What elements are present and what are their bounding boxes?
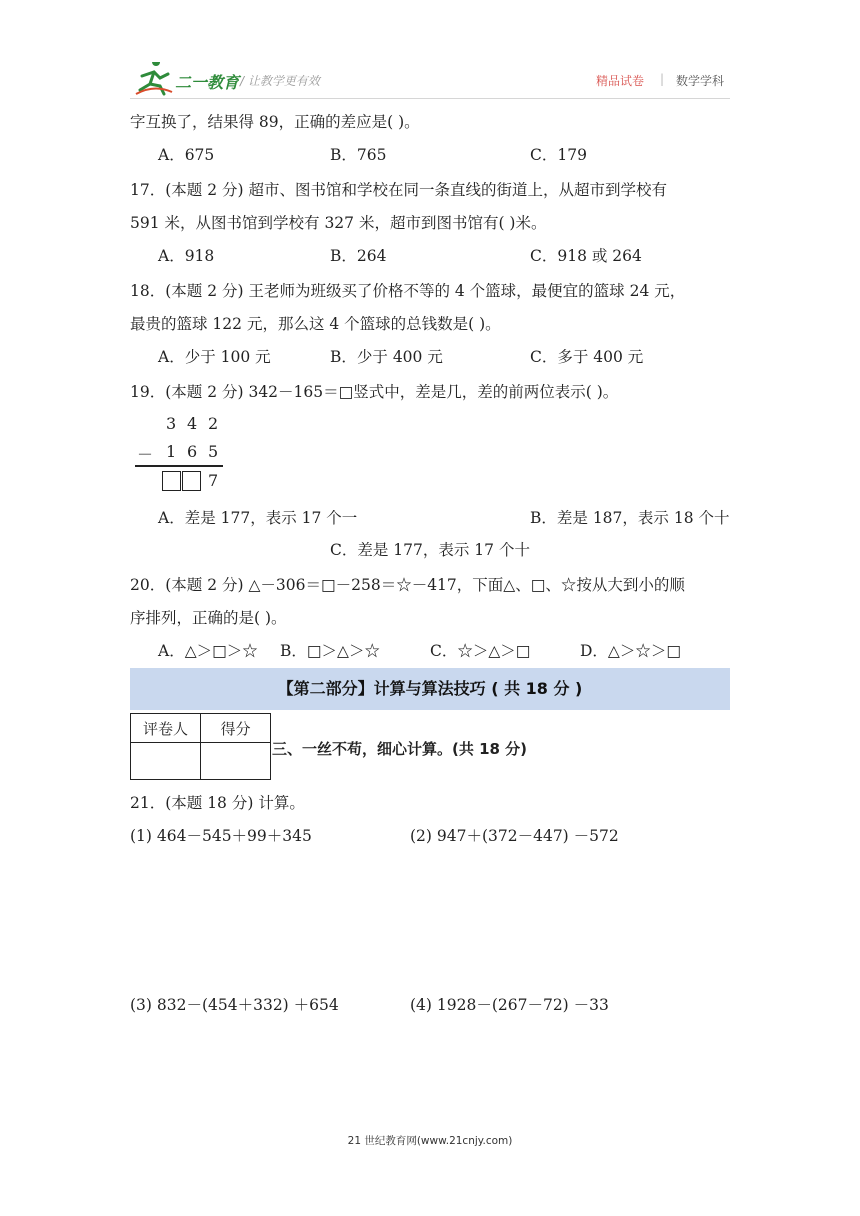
q19-option-a: A．差是 177，表示 17 个一 xyxy=(158,509,358,527)
q20-option-a: A．△＞□＞☆ xyxy=(158,642,258,660)
q18-option-a: A．少于 100 元 xyxy=(158,348,271,366)
q17-option-b: B．264 xyxy=(330,247,387,265)
logo-text: 二一教育 xyxy=(175,73,240,92)
header-separator: | xyxy=(660,72,665,86)
vertical-digit: 6 xyxy=(187,442,198,461)
grader-label: 评卷人 xyxy=(131,714,201,743)
q20-line2: 序排列，正确的是( )。 xyxy=(130,609,287,627)
vertical-digit: 3 xyxy=(166,414,177,433)
q18-option-b: B．少于 400 元 xyxy=(330,348,443,366)
vertical-digit: 7 xyxy=(208,471,219,490)
vertical-digit: 5 xyxy=(208,442,219,461)
q21-title: 21．(本题 18 分) 计算。 xyxy=(130,794,305,812)
score-table xyxy=(130,713,271,780)
q18-line2: 最贵的篮球 122 元，那么这 4 个篮球的总钱数是( )。 xyxy=(130,315,501,333)
score-label: 得分 xyxy=(201,714,271,743)
part2-title: 【第二部分】计算与算法技巧 ( 共 18 分 ) xyxy=(277,679,583,698)
q19-option-b: B．差是 187，表示 18 个十 xyxy=(530,509,730,527)
header-tag-quality: 精品试卷 xyxy=(596,74,645,88)
logo-runner-icon xyxy=(134,62,174,96)
header-tag-subject: 数学学科 xyxy=(676,74,725,88)
vertical-digit: 1 xyxy=(166,442,177,461)
q21-item-4: (4) 1928－(267－72) －33 xyxy=(410,996,609,1014)
q17-line2: 591 米，从图书馆到学校有 327 米，超市到图书馆有( )米。 xyxy=(130,214,547,232)
q17-option-a: A．918 xyxy=(158,247,215,265)
part2-banner xyxy=(130,668,730,710)
q19-option-c: C．差是 177，表示 17 个十 xyxy=(330,541,530,559)
q21-item-1: (1) 464－545＋99＋345 xyxy=(130,827,312,845)
minus-sign: － xyxy=(137,445,154,464)
q16-text: 字互换了，结果得 89，正确的差应是( )。 xyxy=(130,113,420,131)
score-cell[interactable] xyxy=(201,743,271,780)
q16-option-c: C．179 xyxy=(530,146,587,164)
vertical-digit: 2 xyxy=(208,414,219,433)
q17-option-c: C．918 或 264 xyxy=(530,247,642,265)
q19-line1: 19．(本题 2 分) 342－165＝□竖式中，差是几，差的前两位表示( )。 xyxy=(130,383,619,401)
page-footer: 21 世纪教育网(www.21cnjy.com) xyxy=(347,1135,513,1147)
answer-box xyxy=(162,471,181,491)
q21-item-3: (3) 832－(454＋332) ＋654 xyxy=(130,996,339,1014)
vertical-rule xyxy=(135,465,223,467)
q20-line1: 20．(本题 2 分) △－306＝□－258＝☆－417，下面△、□、☆按从大到小的顺 xyxy=(130,576,685,594)
header-divider xyxy=(130,98,730,99)
q20-option-b: B．□＞△＞☆ xyxy=(280,642,380,660)
answer-box xyxy=(182,471,201,491)
q16-option-b: B．765 xyxy=(330,146,387,164)
q20-option-d: D．△＞☆＞□ xyxy=(580,642,681,660)
section3-heading: 三、一丝不苟，细心计算。(共 18 分) xyxy=(272,740,528,758)
q18-line1: 18．(本题 2 分) 王老师为班级买了价格不等的 4 个篮球，最便宜的篮球 24 元， xyxy=(130,282,686,300)
q17-line1: 17．(本题 2 分) 超市、图书馆和学校在同一条直线的街道上，从超市到学校有 xyxy=(130,181,667,199)
q20-option-c: C．☆＞△＞□ xyxy=(430,642,531,660)
vertical-digit: 4 xyxy=(187,414,198,433)
grader-cell[interactable] xyxy=(131,743,201,780)
q16-option-a: A．675 xyxy=(158,146,215,164)
q21-item-2: (2) 947＋(372－447) －572 xyxy=(410,827,619,845)
slogan: / 让教学更有效 xyxy=(240,74,320,88)
q18-option-c: C．多于 400 元 xyxy=(530,348,644,366)
